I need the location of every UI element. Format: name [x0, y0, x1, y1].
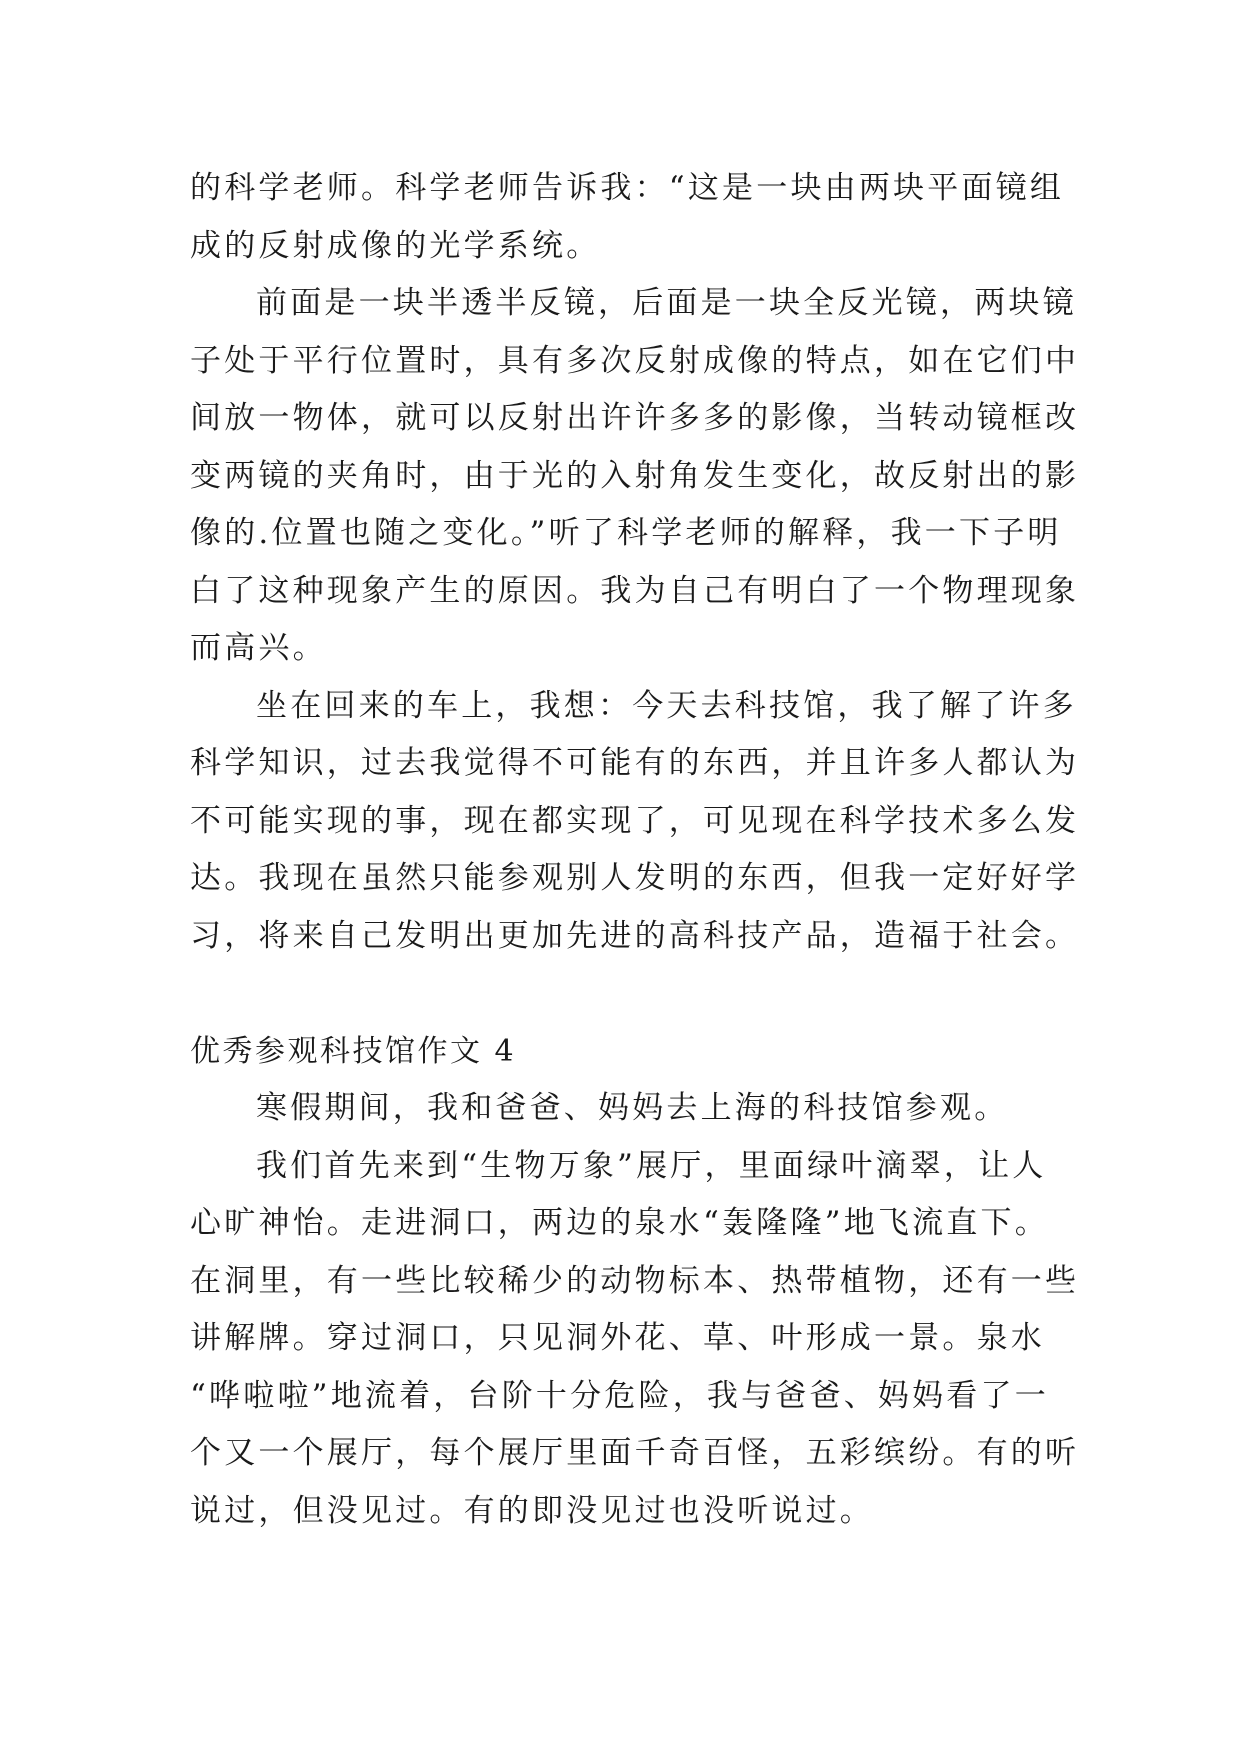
text-line: 不可能实现的事，现在都实现了，可见现在科学技术多么发: [190, 802, 1080, 839]
text-line: 说过，但没见过。有的即没见过也没听说过。: [190, 1492, 874, 1529]
paragraph-continued: [190, 160, 1070, 275]
document-body: [190, 160, 1080, 1540]
text-line: 成的反射成像的光学系统。: [190, 227, 601, 264]
text-line: 个又一个展厅，每个展厅里面千奇百怪，五彩缤纷。有的听: [190, 1435, 1080, 1471]
text-line: “哗啦啦”地流着，台阶十分危险，我与爸爸、妈妈看了一: [190, 1377, 1049, 1414]
text-line: 白了这种现象产生的原因。我为自己有明白了一个物理现象: [190, 572, 1080, 609]
paragraph-exhibit: [190, 1138, 1080, 1541]
text-line: 在洞里，有一些比较稀少的动物标本、热带植物，还有一些: [190, 1262, 1080, 1299]
text-line: 子处于平行位置时，具有多次反射成像的特点，如在它们中: [190, 342, 1080, 379]
text-line: 坐在回来的车上，我想：今天去科技馆，我了解了许多: [256, 687, 1077, 724]
paragraph-intro: [190, 1080, 1070, 1138]
text-line: 的科学老师。科学老师告诉我：“这是一块由两块平面镜组: [190, 170, 1065, 206]
paragraph-reflection: [190, 678, 1080, 966]
text-line: 变两镜的夹角时，由于光的入射角发生变化，故反射出的影: [190, 457, 1080, 494]
text-line: 心旷神怡。走进洞口，两边的泉水“轰隆隆”地飞流直下。: [190, 1205, 1049, 1241]
text-line: 前面是一块半透半反镜，后面是一块全反光镜，两块镜: [256, 285, 1077, 321]
text-line: 科学知识，过去我觉得不可能有的东西，并且许多人都认为: [190, 745, 1080, 781]
text-line: 而高兴。: [190, 630, 327, 666]
essay-heading: 优秀参观科技馆作文 4: [190, 1033, 517, 1069]
paragraph-mirror-explanation: [190, 275, 1080, 678]
section-spacer: [190, 965, 1070, 1023]
text-line: 间放一物体，就可以反射出许许多多的影像，当转动镜框改: [190, 400, 1080, 436]
text-line: 我们首先来到“生物万象”展厅，里面绿叶滴翠，让人: [256, 1147, 1047, 1184]
text-line: 习，将来自己发明出更加先进的高科技产品，造福于社会。: [190, 917, 1080, 954]
text-line: 寒假期间，我和爸爸、妈妈去上海的科技馆参观。: [256, 1090, 1009, 1126]
text-line: 讲解牌。穿过洞口，只见洞外花、草、叶形成一景。泉水: [190, 1320, 1045, 1356]
text-line: 像的.位置也随之变化。”听了科学老师的解释，我一下子明: [190, 515, 1062, 551]
text-line: 达。我现在虽然只能参观别人发明的东西，但我一定好好学: [190, 860, 1080, 896]
